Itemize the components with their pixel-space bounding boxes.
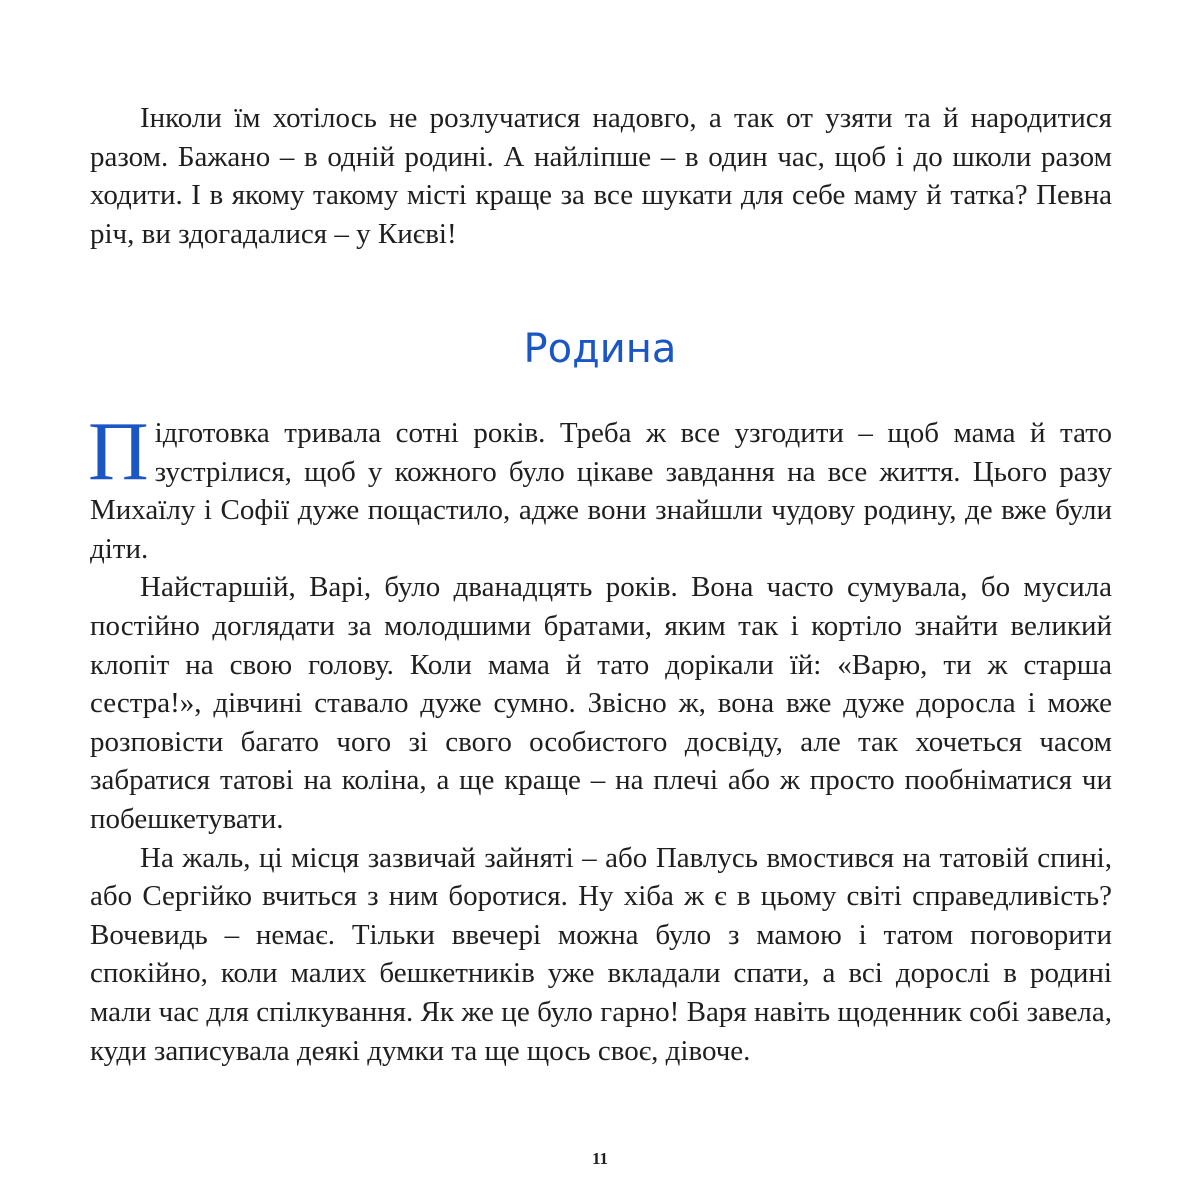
page-number: 11 bbox=[591, 1149, 609, 1168]
chapter-paragraph-3: На жаль, ці місця зазвичай зайняті – або Павлусь вмостився на татовій спині, або Сергійко вчиться з ним боротися. Ну хіба ж є в цьому світі справедливість? Вочевидь – немає. Тільки ввечері можна було з мамою і татом поговорити спокійно, коли малих бешкетників уже вкладали спати, а всі дорослі в родині мали час для спілкування. Як же це було гарно! Варя навіть щоденник собі завела, куди записувала деякі думки та ще щось своє, дівоче. bbox=[90, 841, 1112, 1067]
intro-section bbox=[90, 99, 1112, 253]
chapter-paragraph-2: Найстаршій, Варі, було дванадцять років. Вона часто сумувала, бо мусила постійно доглядати за молодшими братами, яким так і кортіло знайти великий клопіт на свою голову. Коли мама й тато дорікали їй: «Варю, ти ж старша сестра!», дівчині ставало дуже сумно. Звісно ж, вона вже дуже доросла і може розповісти багато чого зі свого особистого досвіду, але так хочеться часом забратися татові на коліна, а ще краще – на плечі або ж просто пообніматися чи побешкетувати. bbox=[90, 571, 1112, 835]
intro-paragraph: Інколи їм хотілось не розлучатися надовго, а так от узяти та й народитися разом. Бажано – в одній родині. А найліпше – в один час, щоб і до школи разом ходити. І в якому такому місті краще за все шукати для себе маму й татка? Певна річ, ви здогадалися – у Києві! bbox=[90, 102, 1112, 250]
drop-cap-letter: П bbox=[88, 405, 149, 498]
chapter-paragraph-1-text: ідготовка тривала сотні років. Треба ж все узгодити – щоб мама й тато зустрілися, щоб у кожного було цікаве завдання на все життя. Цього разу Михаїлу і Софії дуже пощастило, адже вони знайшли чудову родину, де вже були діти. bbox=[90, 417, 1112, 565]
chapter-paragraph-1 bbox=[88, 405, 1112, 568]
chapter-body bbox=[88, 405, 1112, 1070]
chapter-title: Родина bbox=[523, 326, 677, 372]
